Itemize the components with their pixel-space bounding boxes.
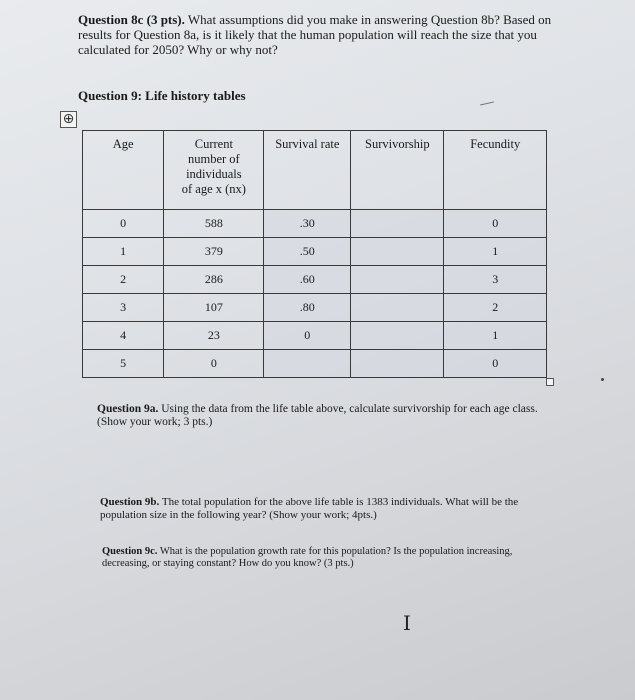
cell-survivorship[interactable] (351, 266, 444, 294)
cell-fecundity[interactable]: 1 (444, 322, 547, 350)
cell-current[interactable]: 286 (164, 266, 264, 294)
question-9-title: Question 9: Life history tables (78, 88, 246, 103)
cell-survivorship[interactable] (351, 350, 444, 378)
cell-fecundity[interactable]: 3 (444, 266, 547, 294)
question-9b[interactable] (100, 496, 550, 522)
table-header-row (83, 131, 547, 210)
question-9c-text: What is the population growth rate for this population? Is the population increasing, decreasing, or staying constant? How do you know? (3 pts.) (102, 546, 513, 569)
question-9b-label: Question 9b. (100, 496, 160, 508)
table-row (83, 350, 547, 378)
cell-survivorship[interactable] (351, 238, 444, 266)
cell-survival[interactable]: 0 (264, 322, 351, 350)
header-survivorship[interactable]: Survivorship (351, 131, 444, 210)
cell-fecundity[interactable]: 1 (444, 238, 547, 266)
cell-age[interactable]: 2 (83, 266, 164, 294)
header-current[interactable] (164, 131, 264, 210)
header-fecundity[interactable]: Fecundity (444, 131, 547, 210)
life-history-table[interactable] (82, 130, 547, 378)
text-cursor-icon: I (403, 611, 411, 635)
cell-survivorship[interactable] (351, 210, 444, 238)
table-row (83, 322, 547, 350)
cell-age[interactable]: 3 (83, 294, 164, 322)
cell-survival[interactable] (264, 350, 351, 378)
cell-fecundity[interactable]: 2 (444, 294, 547, 322)
cell-survival[interactable]: .50 (264, 238, 351, 266)
question-9a-text: Using the data from the life table above, calculate survivorship for each age class. (Show your work; 3 pts.) (97, 403, 538, 428)
question-9c[interactable] (102, 546, 532, 570)
question-8c-text: What assumptions did you make in answering Question 8b? Based on results for Question 8a, is it likely that the human population will reach the size that you calculated for 2050? Why or why not? (78, 12, 552, 57)
question-9c-label: Question 9c. (102, 546, 158, 557)
cell-age[interactable]: 1 (83, 238, 164, 266)
cell-survival[interactable]: .80 (264, 294, 351, 322)
cell-age[interactable]: 0 (83, 210, 164, 238)
table-row (83, 238, 547, 266)
cell-age[interactable]: 4 (83, 322, 164, 350)
cell-current[interactable]: 588 (164, 210, 264, 238)
table-row (83, 266, 547, 294)
cell-current[interactable]: 107 (164, 294, 264, 322)
stray-dot (601, 378, 604, 381)
header-age[interactable]: Age (83, 131, 164, 210)
table-row (83, 210, 547, 238)
cell-current[interactable]: 379 (164, 238, 264, 266)
stray-mark (480, 102, 494, 106)
header-current-label: Current number of individuals of age x (nx) (181, 137, 246, 196)
cell-fecundity[interactable]: 0 (444, 210, 547, 238)
cell-survivorship[interactable] (351, 322, 444, 350)
cell-fecundity[interactable]: 0 (444, 350, 547, 378)
cell-current[interactable]: 23 (164, 322, 264, 350)
question-8c[interactable] (78, 12, 588, 57)
cell-age[interactable]: 5 (83, 350, 164, 378)
header-survival-rate[interactable]: Survival rate (264, 131, 351, 210)
question-9a[interactable] (97, 403, 557, 429)
cell-survivorship[interactable] (351, 294, 444, 322)
table-row (83, 294, 547, 322)
table-move-handle-icon[interactable]: ⊕ (60, 111, 77, 128)
cell-current[interactable]: 0 (164, 350, 264, 378)
question-9b-text: The total population for the above life table is 1383 individuals. What will be the population size in the following year? (Show your work; 4pts.) (100, 496, 519, 521)
cell-survival[interactable]: .30 (264, 210, 351, 238)
cell-survival[interactable]: .60 (264, 266, 351, 294)
question-8c-label: Question 8c (3 pts). (78, 12, 185, 27)
table-resize-handle-icon[interactable] (546, 378, 554, 386)
question-9a-label: Question 9a. (97, 403, 159, 415)
